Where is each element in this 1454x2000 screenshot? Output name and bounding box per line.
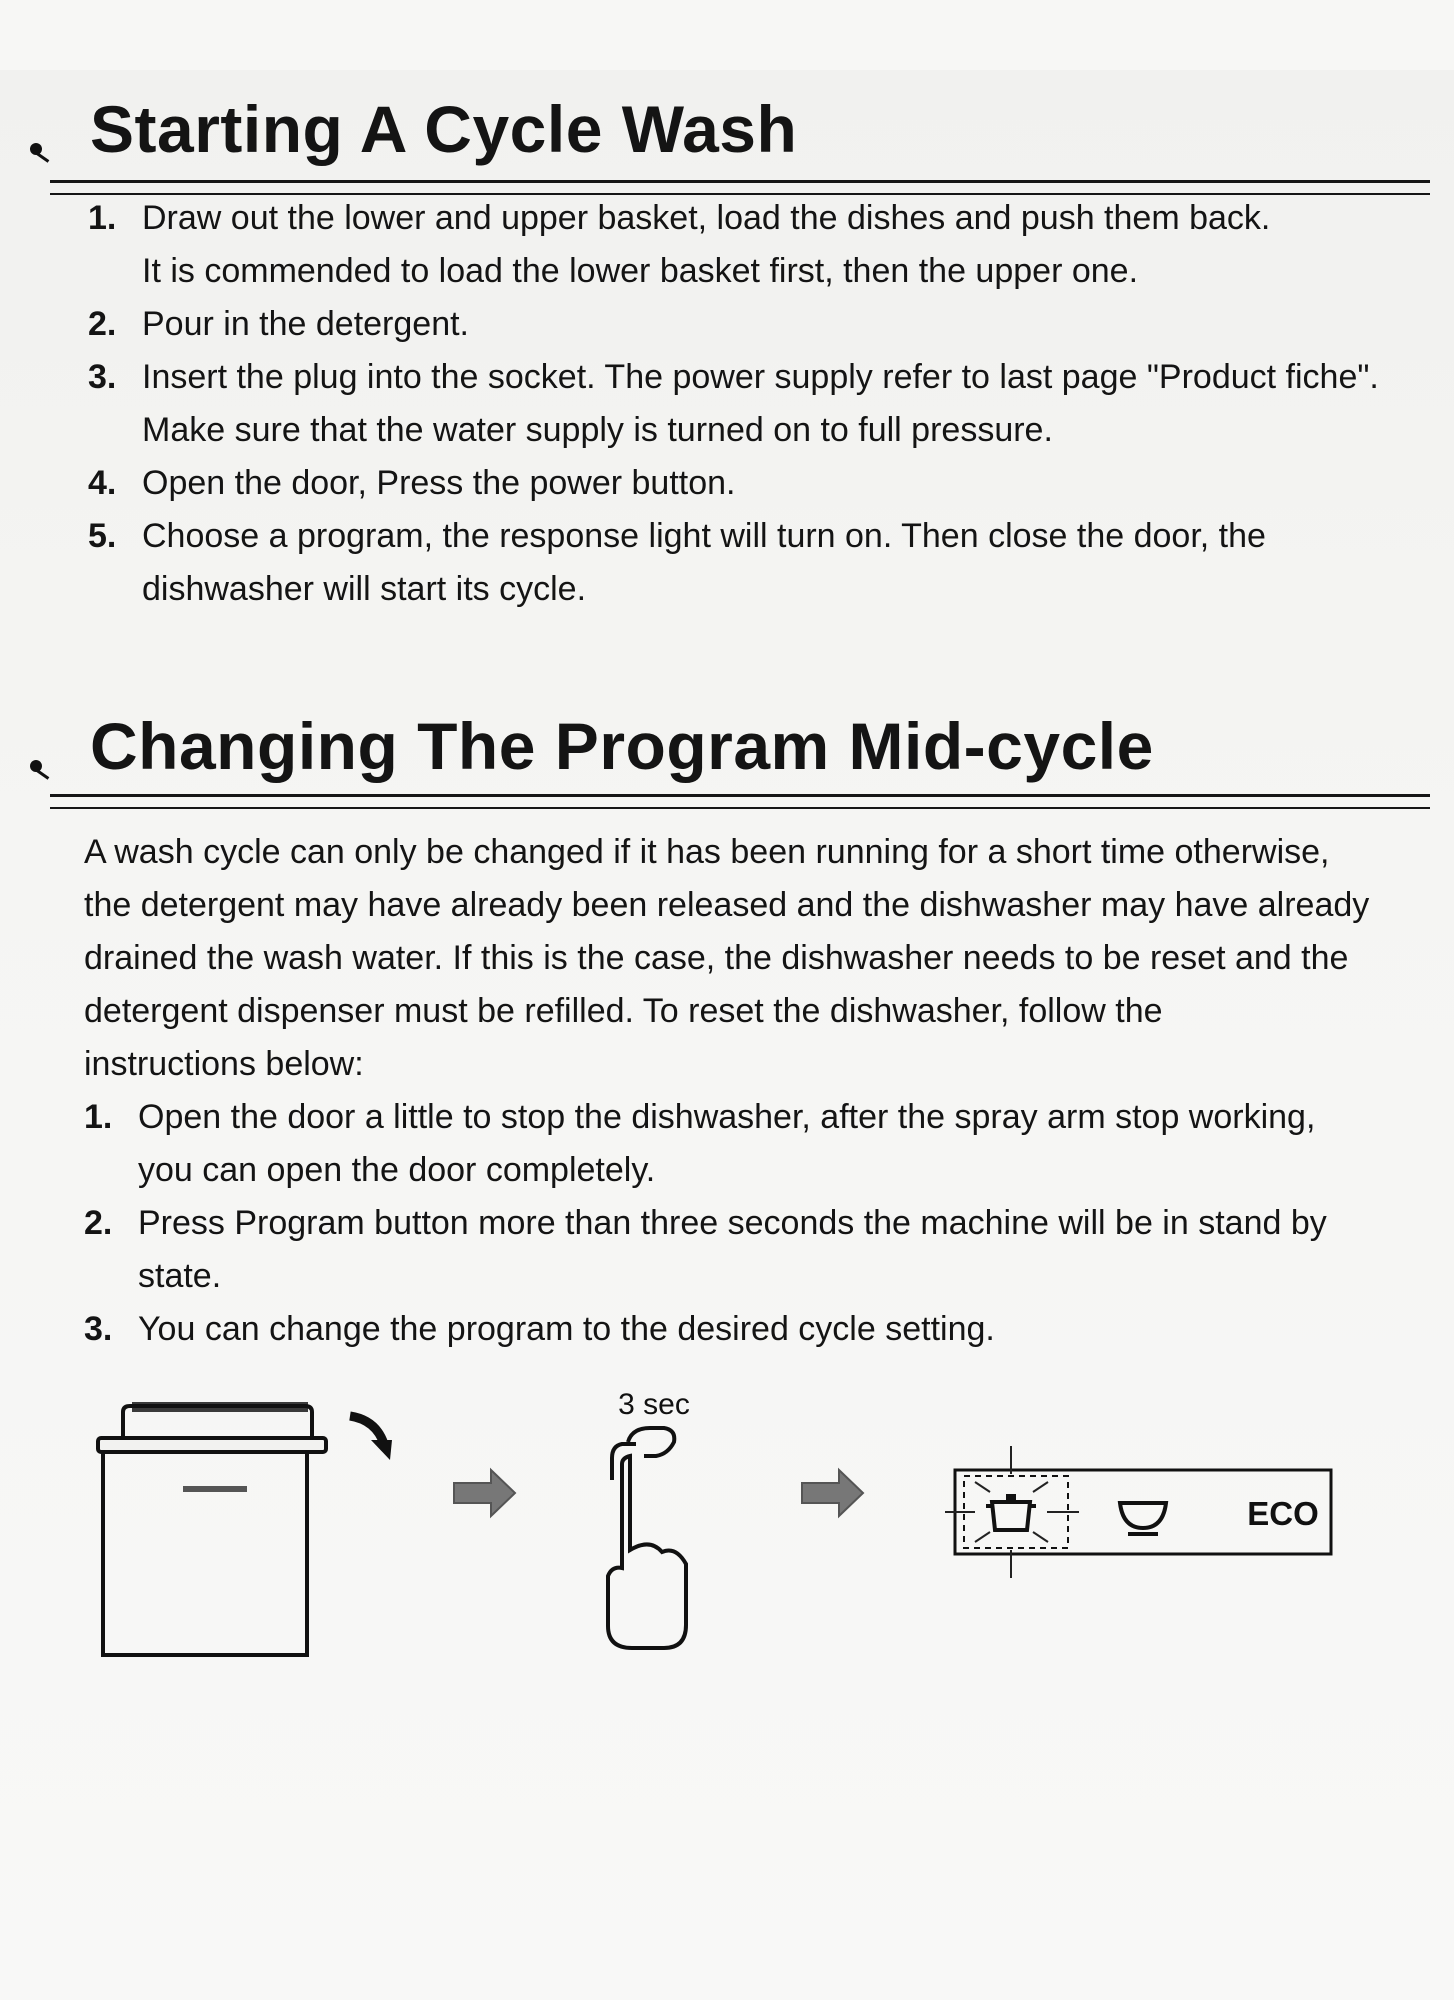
- step-number: 2.: [84, 1204, 113, 1242]
- intro-line: detergent dispenser must be refilled. To reset the dishwasher, follow the: [84, 992, 1163, 1030]
- list-item: [88, 351, 1448, 457]
- step-line: Open the door, Press the power button.: [142, 464, 736, 502]
- bullet-icon: [30, 760, 42, 772]
- section-title: Changing The Program Mid-cycle: [90, 709, 1154, 783]
- changing-steps-list: [84, 1091, 1444, 1356]
- blink-rays-icon: [945, 1446, 1079, 1578]
- step-line: dishwasher will start its cycle.: [142, 570, 587, 608]
- step-line: state.: [138, 1257, 222, 1295]
- dishwasher-door-icon: [98, 1402, 326, 1655]
- step-number: 1.: [88, 199, 117, 237]
- step-line: Choose a program, the response light will turn on. Then close the door, the: [142, 517, 1266, 555]
- eco-program-label: ECO: [1247, 1495, 1319, 1532]
- step-line: Draw out the lower and upper basket, load the dishes and push them back.: [142, 199, 1271, 237]
- bullet-icon: [30, 143, 42, 155]
- step-line: Press Program button more than three seconds the machine will be in stand by: [138, 1204, 1327, 1242]
- list-item: [88, 510, 1448, 616]
- bowl-icon: [1120, 1503, 1166, 1534]
- step-number: 4.: [88, 464, 117, 502]
- step-number: 1.: [84, 1098, 113, 1136]
- intro-line: A wash cycle can only be changed if it has been running for a short time otherwise,: [84, 833, 1330, 871]
- step-number: 5.: [88, 517, 117, 555]
- pot-icon: [986, 1494, 1036, 1530]
- intro-line: drained the wash water. If this is the case, the dishwasher needs to be reset and the: [84, 939, 1349, 977]
- section-title: Starting A Cycle Wash: [90, 92, 798, 166]
- section-starting-cycle-header: [30, 92, 1430, 195]
- right-arrow-icon: [802, 1470, 863, 1516]
- intro-line: the detergent may have already been released and the dishwasher may have already: [84, 886, 1370, 924]
- step-line: Make sure that the water supply is turned on to full pressure.: [142, 411, 1053, 449]
- step-number: 3.: [88, 358, 117, 396]
- hold-duration-label: 3 sec: [618, 1388, 690, 1421]
- list-item: [84, 1091, 1444, 1197]
- right-arrow-icon: [454, 1470, 515, 1516]
- step-line: It is commended to load the lower basket first, then the upper one.: [142, 252, 1139, 290]
- intro-line: instructions below:: [84, 1045, 364, 1083]
- step-number: 2.: [88, 305, 117, 343]
- step-line: Open the door a little to stop the dishwasher, after the spray arm stop working,: [138, 1098, 1316, 1136]
- curved-arrow-icon: [350, 1416, 392, 1460]
- list-item: [88, 298, 1448, 351]
- list-item: [88, 192, 1448, 298]
- list-item: [84, 1197, 1444, 1303]
- section-changing-program-header: [30, 709, 1430, 818]
- step-number: 3.: [84, 1310, 113, 1348]
- step-line: Insert the plug into the socket. The power supply refer to last page "Product fiche".: [142, 358, 1379, 396]
- step-line: Pour in the detergent.: [142, 305, 470, 343]
- step-line: You can change the program to the desired cycle setting.: [138, 1310, 995, 1348]
- title-underline: [50, 794, 1430, 809]
- starting-steps-list: [88, 192, 1448, 616]
- list-item: [88, 457, 1448, 510]
- finger-press-icon: [608, 1428, 686, 1648]
- reset-procedure-diagram: [0, 1380, 1454, 1680]
- list-item: [84, 1303, 1444, 1356]
- step-line: you can open the door completely.: [138, 1151, 656, 1189]
- changing-intro-paragraph: [84, 826, 1444, 1091]
